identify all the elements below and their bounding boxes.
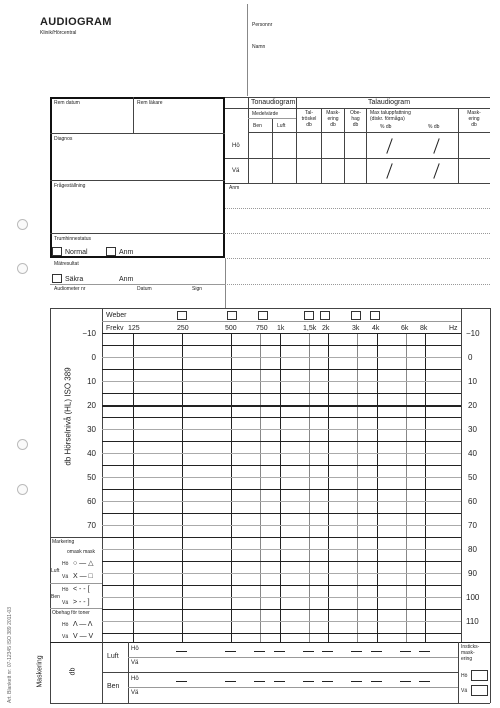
legend-divider	[50, 583, 102, 584]
insticks-ho-box[interactable]	[471, 670, 488, 681]
box-divider	[133, 97, 134, 133]
table-line	[248, 132, 490, 133]
db-label: 10	[468, 377, 477, 386]
grid-line	[280, 333, 281, 642]
freq-label: 6k	[401, 325, 409, 332]
va-row-label: Vä	[232, 168, 240, 174]
ben-label: Ben	[253, 123, 262, 129]
grid-line	[102, 597, 461, 598]
frame-right	[490, 308, 491, 703]
row-divider	[50, 308, 490, 309]
db-label: 60	[87, 497, 96, 506]
grid-line	[102, 621, 461, 622]
grid-line	[260, 333, 261, 642]
grid-line	[102, 525, 461, 526]
bottom-luft-label: Luft	[107, 653, 119, 660]
grid-line	[102, 333, 461, 334]
maskering-vertical-label: Maskering	[36, 655, 44, 688]
grid-line	[102, 633, 461, 634]
table-col	[458, 108, 459, 183]
mask-dash	[254, 651, 265, 652]
grid-line	[102, 357, 461, 358]
weber-label: Weber	[106, 312, 127, 319]
insticks-label: Insticks- mask- ering	[461, 644, 480, 662]
ben-va-symbols: > - - ]	[73, 599, 90, 606]
grid-line	[133, 333, 134, 642]
fragestallning-label: Frågeställning	[54, 183, 86, 189]
insticks-ho-label: Hö	[461, 673, 468, 679]
anm-line	[225, 284, 490, 285]
weber-box[interactable]	[370, 311, 380, 320]
bottom-ben-label: Ben	[107, 683, 120, 690]
grid-line	[102, 489, 461, 490]
table-col	[366, 108, 367, 183]
slash-mark	[386, 163, 392, 178]
mask-dash	[225, 651, 236, 652]
bottom-row	[128, 687, 458, 688]
db-label: 40	[468, 449, 477, 458]
db-label: 40	[87, 449, 96, 458]
mask-dash	[351, 651, 362, 652]
grid-line	[50, 642, 490, 643]
grid-line	[102, 381, 461, 382]
luft-ho-symbols: ○ — △	[73, 560, 94, 567]
mask-dash	[254, 681, 265, 682]
grid-line	[406, 333, 407, 642]
legend-divider	[50, 608, 102, 609]
audiometer-label: Audiometer nr	[54, 286, 86, 292]
punch-hole	[17, 484, 28, 495]
legend-top	[50, 537, 102, 538]
bottom-ben-ho: Hö	[131, 676, 139, 682]
box-divider	[50, 233, 225, 234]
db-label: 20	[468, 401, 477, 410]
luft-label: Luft	[277, 123, 286, 129]
anm-label: Anm	[119, 249, 134, 256]
grid-line	[102, 465, 461, 466]
normal-checkbox[interactable]	[52, 247, 62, 256]
mask-dash	[225, 681, 236, 682]
db-label: 0	[91, 353, 96, 362]
bottom-luft-ho: Hö	[131, 646, 139, 652]
ben-ho-symbols: < - - [	[73, 586, 90, 593]
ho-row-label: Hö	[232, 143, 240, 149]
mask-dash	[371, 651, 382, 652]
anm2-label: Anm	[119, 276, 134, 283]
ben-label: Ben	[51, 594, 60, 600]
freq-label: 125	[128, 325, 140, 332]
db-label: 20	[87, 401, 96, 410]
mask-dash	[322, 651, 333, 652]
bottom-row	[102, 672, 458, 673]
table-line	[225, 158, 490, 159]
datum-label: Datum	[137, 286, 152, 292]
table-line	[248, 118, 296, 119]
obehag-ho-label: Hö	[62, 622, 69, 628]
omask-mask-label: omask mask	[67, 549, 96, 555]
bottom-luft-va: Vä	[131, 660, 139, 666]
grid-line	[102, 429, 461, 430]
db-label: −10	[466, 329, 480, 338]
table-col	[272, 118, 273, 183]
grid-line	[182, 333, 183, 642]
punch-hole	[17, 263, 28, 274]
db-label: 80	[468, 545, 477, 554]
mask-dash	[176, 681, 187, 682]
grid-line	[102, 441, 461, 442]
row-divider	[50, 284, 225, 285]
freq-label: 1,5k	[303, 325, 317, 332]
sign-label: Sign	[192, 286, 203, 292]
slash-mark	[386, 138, 392, 153]
slash-mark	[433, 138, 439, 153]
trumhinnestatus-label: Trumhinnestatus	[54, 236, 92, 242]
freq-label: 250	[177, 325, 189, 332]
freq-label: 500	[225, 325, 237, 332]
tonaudiogram-label: Tonaudiogram	[251, 99, 296, 106]
grid-line	[102, 573, 461, 574]
rem-datum-label: Rem datum	[54, 100, 80, 106]
db-label: 10	[87, 377, 96, 386]
anm-checkbox[interactable]	[106, 247, 116, 256]
db-label: 70	[468, 521, 477, 530]
db-label: −10	[82, 329, 96, 338]
db-label: 0	[468, 353, 473, 362]
table-line	[225, 108, 490, 109]
grid-line	[102, 561, 461, 562]
grid-line	[328, 333, 329, 642]
col-divider	[225, 258, 226, 308]
grid-line	[102, 537, 461, 538]
namn-label: Namn	[252, 44, 266, 50]
grid-line	[377, 333, 378, 642]
weber-box[interactable]	[351, 311, 361, 320]
table-line	[225, 183, 490, 184]
grid-line	[425, 333, 426, 642]
freq-label: 8k	[420, 325, 428, 332]
db-label: 50	[87, 473, 96, 482]
page-title: AUDIOGRAM	[40, 16, 112, 28]
table-col	[296, 97, 297, 108]
freq-label: 4k	[372, 325, 380, 332]
table-col	[248, 97, 249, 183]
box-divider	[50, 180, 225, 181]
weber-box[interactable]	[304, 311, 314, 320]
y-axis-title: db Hörselnivå (HL) ISO 389	[63, 367, 73, 466]
grid-line	[102, 405, 461, 407]
chart-left	[102, 308, 103, 642]
grid-line	[357, 333, 358, 642]
matresultat-label: Mätresultat	[54, 261, 79, 267]
grid-line	[102, 345, 461, 346]
db-label: 30	[87, 425, 96, 434]
grid-line	[102, 549, 461, 550]
luft-label: Luft	[51, 568, 60, 574]
frame-bottom	[50, 703, 490, 704]
sakra-checkbox[interactable]	[52, 274, 62, 283]
grid-line	[309, 333, 310, 642]
db-label: 90	[468, 569, 477, 578]
taltroskel-label: Tal- tröskel db	[301, 110, 317, 128]
grid-line	[102, 417, 461, 418]
markering-label: Markering	[52, 539, 75, 545]
luft-ho-label: Hö	[62, 561, 69, 567]
grid-line	[102, 501, 461, 502]
maskering2-label: Mask- ering db	[467, 110, 481, 128]
db-label: 30	[468, 425, 477, 434]
max-taluppfattning-label: Max taluppfattning (diskr. förmåga)	[370, 110, 411, 122]
grid-line	[102, 609, 461, 610]
bottom-ben-va: Vä	[131, 690, 139, 696]
page-subtitle: Klinik/Hörcentral	[40, 30, 77, 36]
db-label: 110	[466, 617, 479, 626]
box-divider	[50, 133, 225, 134]
diagnos-label: Diagnos	[54, 136, 73, 142]
anm-table-label: Anm	[229, 185, 240, 191]
grid-line	[231, 333, 232, 642]
db-label: 50	[468, 473, 477, 482]
db-label: 100	[466, 593, 480, 602]
bottom-col	[458, 642, 459, 703]
grid-line	[102, 477, 461, 478]
mask-dash	[419, 681, 430, 682]
mask-dash	[274, 681, 285, 682]
obehag-va-symbols: V — V	[73, 633, 94, 640]
talaudiogram-label: Talaudiogram	[368, 99, 411, 106]
mask-dash	[351, 681, 362, 682]
normal-label: Normal	[65, 249, 88, 256]
punch-hole	[17, 219, 28, 230]
freq-label: 1k	[277, 325, 285, 332]
mask-dash	[419, 651, 430, 652]
db-label: 70	[87, 521, 96, 530]
weber-box[interactable]	[227, 311, 237, 320]
obehag-label: Obe- hag db	[349, 110, 362, 128]
mask-dash	[274, 651, 285, 652]
personnr-label: Personnr	[252, 22, 273, 28]
grid-line	[102, 513, 461, 514]
obehag-label: Obehag för toner	[52, 610, 90, 616]
db-label: 60	[468, 497, 477, 506]
grid-line	[102, 453, 461, 454]
mask-dash	[322, 681, 333, 682]
mask-dash	[303, 651, 314, 652]
freq-label: 3k	[352, 325, 360, 332]
rem-lakare-label: Rem läkare	[137, 100, 163, 106]
mask-dash	[303, 681, 314, 682]
anm-line	[225, 258, 490, 259]
grid-line	[102, 369, 461, 370]
weber-line	[102, 321, 461, 322]
table-col	[296, 108, 297, 183]
frame-left	[50, 308, 51, 703]
grid-line	[102, 585, 461, 586]
obehag-va-label: Vä	[62, 634, 69, 640]
pct-db-2-label: % db	[428, 124, 440, 130]
ben-ho-label: Hö	[62, 587, 69, 593]
medelvarde-label: Medelvärde	[252, 111, 279, 117]
luft-va-symbols: X — □	[73, 573, 93, 580]
punch-hole	[17, 439, 28, 450]
anm-line	[225, 208, 490, 209]
weber-box[interactable]	[320, 311, 330, 320]
db-vertical-label: db	[69, 667, 77, 676]
mask-dash	[400, 681, 411, 682]
bottom-row	[128, 657, 458, 658]
insticks-va-label: Vä	[461, 688, 468, 694]
sakra-label: Säkra	[65, 276, 84, 283]
slash-mark	[433, 163, 439, 178]
weber-box[interactable]	[258, 311, 268, 320]
maskering-label: Mask- ering db	[326, 110, 340, 128]
pct-db-1-label: % db	[380, 124, 392, 130]
side-print: Art. Blankett nr: 07-12345 ISO 389 2011-03	[7, 606, 13, 703]
freq-label: 750	[256, 325, 268, 332]
anm-line	[225, 233, 490, 234]
luft-va-label: Vä	[62, 574, 69, 580]
chart-right	[461, 308, 462, 642]
obehag-ho-symbols: Λ — Λ	[73, 621, 93, 628]
weber-box[interactable]	[177, 311, 187, 320]
mask-dash	[400, 651, 411, 652]
hz-label: Hz	[449, 325, 458, 332]
insticks-va-box[interactable]	[471, 685, 488, 696]
ben-va-label: Vä	[62, 600, 69, 606]
grid-line	[102, 393, 461, 394]
mask-dash	[176, 651, 187, 652]
frekv-label: Frekv	[106, 325, 124, 332]
header-divider	[247, 4, 248, 96]
freq-label: 2k	[322, 325, 330, 332]
mask-dash	[371, 681, 382, 682]
